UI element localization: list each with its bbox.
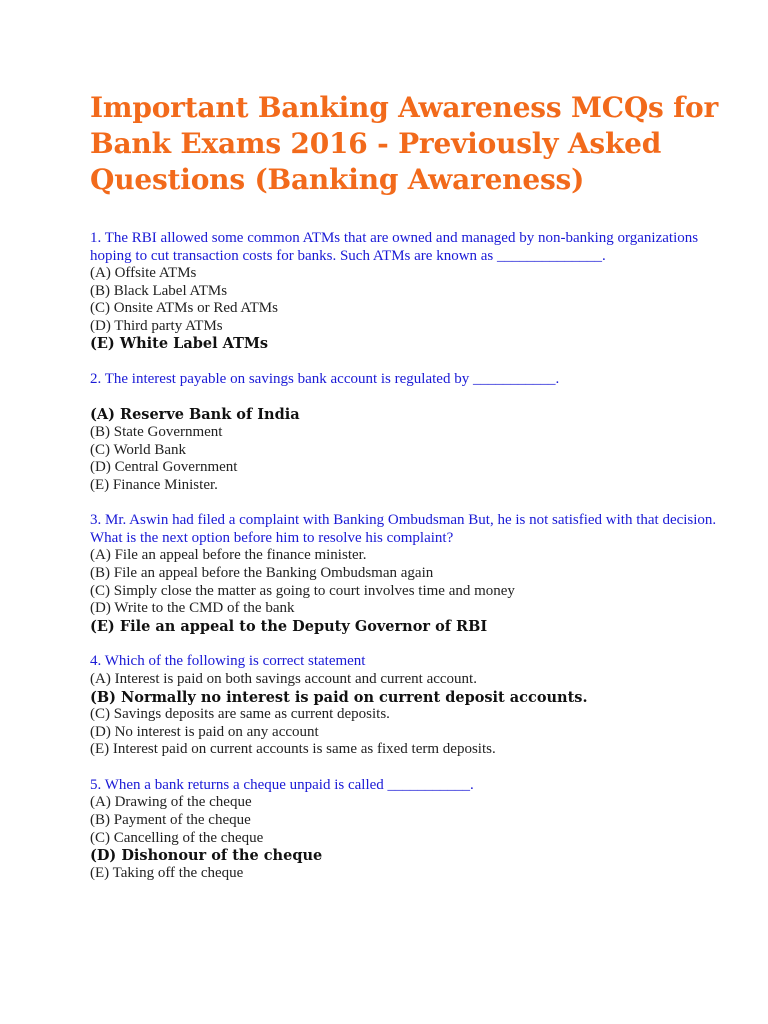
option-e: (E) Interest paid on current accounts is same as fixed term deposits. [90,741,496,758]
option-c: (C) World Bank [90,441,187,458]
option-c: (C) Savings deposits are same as current deposits. [90,706,390,723]
question-3 [90,512,730,635]
option-c: (C) Onsite ATMs or Red ATMs [90,300,278,317]
option-list [90,794,730,882]
option-d: (D) Third party ATMs [90,317,223,334]
option-b: (B) State Government [90,424,223,441]
question-2 [90,371,730,494]
option-b: (B) File an appeal before the Banking Ombudsman again [90,565,434,582]
option-e-correct: (E) White Label ATMs [90,335,269,353]
question-4 [90,653,730,758]
option-d: (D) No interest is paid on any account [90,723,319,740]
document-page [90,90,730,882]
option-e: (E) Taking off the cheque [90,864,244,881]
document-title: Important Banking Awareness MCQs for Bank Exams 2016 - Previously Asked Questions (Banking Awareness) [90,91,719,196]
option-d: (D) Write to the CMD of the bank [90,600,295,617]
option-d-correct: (D) Dishonour of the cheque [90,847,323,865]
option-a: (A) Offsite ATMs [90,265,197,281]
question-text: 1. The RBI allowed some common ATMs that are owned and managed by non-banking organizations hoping to cut transaction costs for banks. Such ATMs are known as ______________. [90,230,699,264]
option-a: (A) Drawing of the cheque [90,794,252,811]
option-c: (C) Simply close the matter as going to court involves time and money [90,582,515,599]
question-text: 5. When a bank returns a cheque unpaid is called ___________. [90,776,474,793]
question-1 [90,230,730,353]
option-d: (D) Central Government [90,459,238,476]
option-list [90,671,730,759]
option-c: (C) Cancelling of the cheque [90,829,264,846]
option-e-correct: (E) File an appeal to the Deputy Governor of RBI [90,617,488,635]
question-text: 2. The interest payable on savings bank account is regulated by ___________. [90,370,560,387]
question-text: 3. Mr. Aswin had filed a complaint with Banking Ombudsman But, he is not satisfied with that decision. What is the next option before him to resolve his complaint? [90,512,717,546]
option-b: (B) Payment of the cheque [90,811,251,828]
question-5 [90,777,730,882]
option-list [90,406,730,494]
option-b-correct: (B) Normally no interest is paid on current deposit accounts. [90,688,588,706]
option-a: (A) File an appeal before the finance minister. [90,547,367,564]
option-e: (E) Finance Minister. [90,476,218,493]
option-a-correct: (A) Reserve Bank of India [90,406,300,424]
option-list [90,265,730,353]
question-text: 4. Which of the following is correct statement [90,653,366,670]
option-list [90,547,730,635]
option-a: (A) Interest is paid on both savings account and current account. [90,670,477,687]
option-b: (B) Black Label ATMs [90,282,228,299]
